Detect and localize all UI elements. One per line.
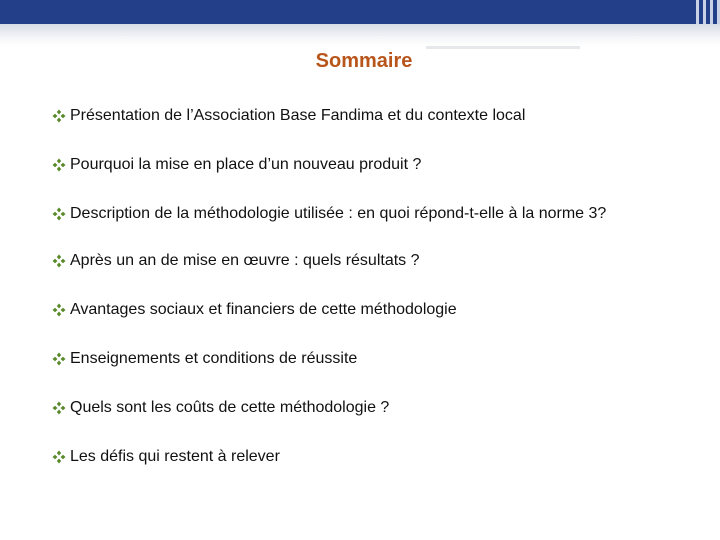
list-item-label: Enseignements et conditions de réussite: [70, 350, 358, 367]
list-item: [52, 447, 682, 466]
list-item: [52, 155, 682, 174]
diamond-bullet-icon: [52, 109, 66, 123]
list-item: [52, 300, 682, 319]
diamond-bullet-icon: [52, 352, 66, 366]
diamond-bullet-icon: [52, 207, 66, 221]
list-item: [52, 251, 682, 270]
diamond-bullet-icon: [52, 450, 66, 464]
list-item-label: Pourquoi la mise en place d’un nouveau produit ?: [70, 156, 422, 173]
list-item: [52, 106, 682, 125]
diamond-bullet-icon: [52, 303, 66, 317]
title-accent-line: [426, 46, 580, 49]
divider-line: [0, 34, 720, 36]
list-item: [52, 349, 682, 368]
list-item: [52, 398, 682, 417]
list-item-label: Après un an de mise en œuvre : quels résultats ?: [70, 252, 420, 269]
diamond-bullet-icon: [52, 254, 66, 268]
list-item-label: Avantages sociaux et financiers de cette méthodologie: [70, 301, 457, 318]
list-item: [52, 204, 682, 223]
top-band: [0, 0, 720, 24]
top-stripes: [680, 0, 720, 24]
list-item-label: Quels sont les coûts de cette méthodologie ?: [70, 399, 390, 416]
list-item-label: Description de la méthodologie utilisée : en quoi répond-t-elle à la norme 3?: [70, 205, 607, 222]
diamond-bullet-icon: [52, 158, 66, 172]
diamond-bullet-icon: [52, 401, 66, 415]
list-item-label: Les défis qui restent à relever: [70, 448, 280, 465]
list-item-label: Présentation de l’Association Base Fandima et du contexte local: [70, 107, 526, 124]
bullet-list: [52, 106, 682, 466]
slide-title: Sommaire: [315, 50, 413, 72]
